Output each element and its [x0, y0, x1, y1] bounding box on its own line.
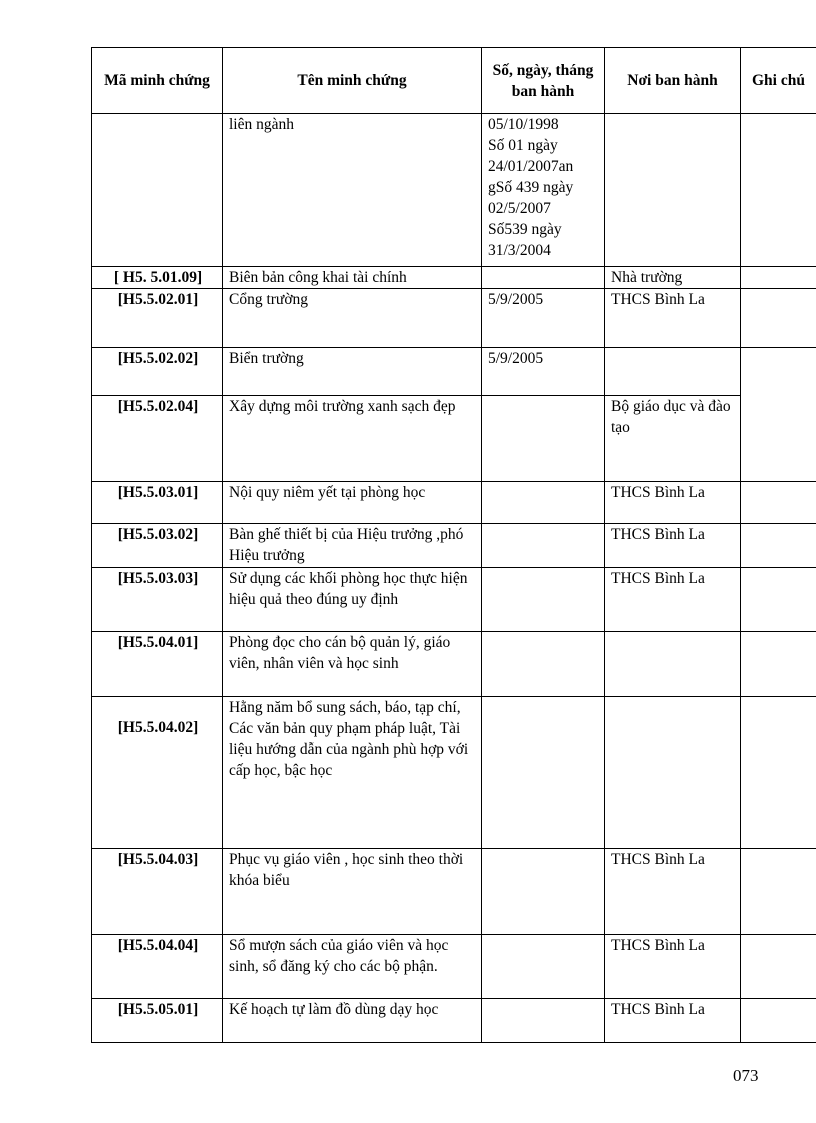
table-row [92, 396, 816, 482]
row-number-date [482, 849, 605, 935]
row-issuer: THCS Bình La [605, 999, 741, 1043]
row-number-date [482, 999, 605, 1043]
row-name: Biển trường [223, 348, 482, 396]
row-note [741, 632, 816, 697]
row-name: Phòng đọc cho cán bộ quản lý, giáo viên, nhân viên và học sinh [223, 632, 482, 697]
header-issuer: Nơi ban hành [605, 48, 741, 114]
row-note [741, 568, 816, 632]
row-issuer: THCS Bình La [605, 935, 741, 999]
row-issuer [605, 348, 741, 396]
row-note [741, 114, 816, 267]
row-number-date [482, 697, 605, 849]
row-code: [H5.5.02.04] [92, 396, 223, 482]
row-name: Cổng trường [223, 289, 482, 348]
row-name: Kế hoạch tự làm đồ dùng dạy học [223, 999, 482, 1043]
header-number-date: Số, ngày, tháng ban hành [482, 48, 605, 114]
row-issuer [605, 632, 741, 697]
row-name: Xây dựng môi trường xanh sạch đẹp [223, 396, 482, 482]
page-number: 073 [733, 1066, 759, 1085]
row-note [741, 348, 816, 482]
row-note [741, 482, 816, 524]
row-issuer: THCS Bình La [605, 289, 741, 348]
row-code: [H5.5.05.01] [92, 999, 223, 1043]
row-number-date [482, 482, 605, 524]
row-name: Hằng năm bổ sung sách, báo, tạp chí, Các văn bản quy phạm pháp luật, Tài liệu hướng dẫn của ngành phù hợp với cấp học, bậc học [223, 697, 482, 849]
header-note: Ghi chú [741, 48, 816, 114]
table-row [92, 482, 816, 524]
table-row [92, 348, 816, 396]
table-row [92, 632, 816, 697]
header-code: Mã minh chứng [92, 48, 223, 114]
row-code: [H5.5.04.04] [92, 935, 223, 999]
row-issuer: THCS Bình La [605, 482, 741, 524]
row-code: [H5.5.03.03] [92, 568, 223, 632]
table-row [92, 267, 816, 289]
row-note [741, 289, 816, 348]
table-row [92, 697, 816, 849]
row-number-date: 5/9/2005 [482, 348, 605, 396]
row-code: [ H5. 5.01.09] [92, 267, 223, 289]
row-note [741, 935, 816, 999]
table-row [92, 999, 816, 1043]
row-code: [H5.5.02.02] [92, 348, 223, 396]
row-code: [H5.5.04.02] [92, 697, 223, 849]
row-number-date [482, 524, 605, 568]
table-row [92, 935, 816, 999]
row-number-date [482, 396, 605, 482]
row-issuer: Bộ giáo dục và đào tạo [605, 396, 741, 482]
table-row [92, 849, 816, 935]
row-note [741, 999, 816, 1043]
table-row [92, 114, 816, 267]
row-note [741, 524, 816, 568]
row-issuer: Nhà trường [605, 267, 741, 289]
row-code: [H5.5.03.01] [92, 482, 223, 524]
row-note [741, 697, 816, 849]
row-number-date [482, 632, 605, 697]
header-row [92, 48, 816, 114]
header-name: Tên minh chứng [223, 48, 482, 114]
row-code: [H5.5.04.03] [92, 849, 223, 935]
row-issuer [605, 114, 741, 267]
row-number-date [482, 935, 605, 999]
row-code [92, 114, 223, 267]
row-number-date: 5/9/2005 [482, 289, 605, 348]
row-number-date [482, 267, 605, 289]
row-name: Biên bản công khai tài chính [223, 267, 482, 289]
evidence-table [91, 47, 816, 1043]
row-name: Nội quy niêm yết tại phòng học [223, 482, 482, 524]
row-name: Sổ mượn sách của giáo viên và học sinh, sổ đăng ký cho các bộ phận. [223, 935, 482, 999]
row-note [741, 267, 816, 289]
row-code: [H5.5.03.02] [92, 524, 223, 568]
table-row [92, 568, 816, 632]
row-name: liên ngành [223, 114, 482, 267]
row-number-date [482, 568, 605, 632]
row-name: Bàn ghế thiết bị của Hiệu trưởng ,phó Hiệu trưởng [223, 524, 482, 568]
row-name: Sử dụng các khối phòng học thực hiện hiệu quả theo đúng uy định [223, 568, 482, 632]
row-issuer [605, 697, 741, 849]
row-note [741, 849, 816, 935]
row-code: [H5.5.02.01] [92, 289, 223, 348]
row-number-date: 05/10/1998 Số 01 ngày 24/01/2007an gSố 439 ngày 02/5/2007 Số539 ngày 31/3/2004 [482, 114, 605, 267]
table-row [92, 524, 816, 568]
row-issuer: THCS Bình La [605, 849, 741, 935]
row-code: [H5.5.04.01] [92, 632, 223, 697]
row-name: Phục vụ giáo viên , học sinh theo thời khóa biểu [223, 849, 482, 935]
row-issuer: THCS Bình La [605, 524, 741, 568]
table-row [92, 289, 816, 348]
row-issuer: THCS Bình La [605, 568, 741, 632]
